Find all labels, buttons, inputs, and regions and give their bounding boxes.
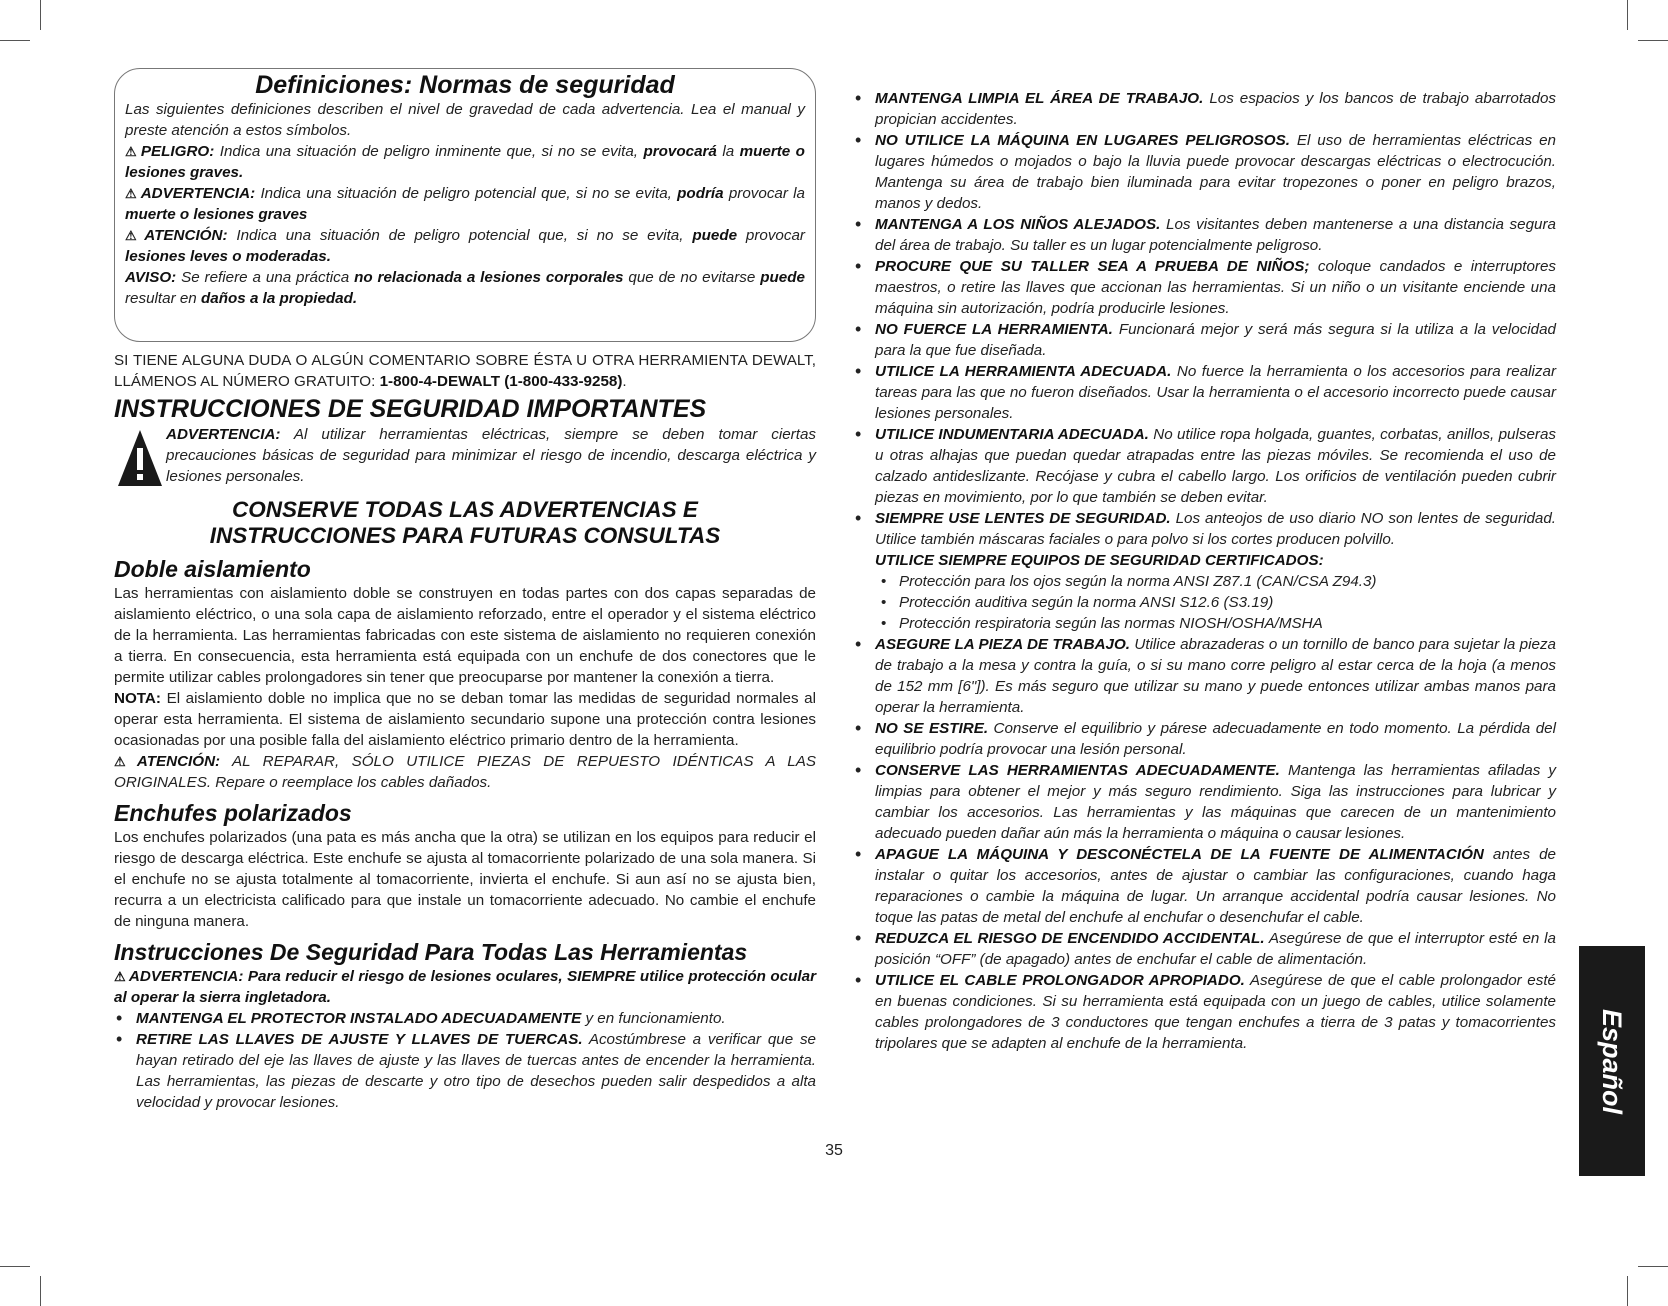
list-item: • PROCURE QUE SU TALLER SEA A PRUEBA DE NIÑOS; coloque candados e interruptores maestros, o retire las llaves que accionan las herramientas. Si un niño o un visitante enciende una máquina sin autorización, podría producirle lesiones. <box>853 256 1556 319</box>
atencion-definition: ⚠ ATENCIÓN: Indica una situación de peligro potencial que, si no se evita, puede provocar lesiones leves o moderadas. <box>125 227 805 265</box>
list-item: • Protección auditiva según la norma ANSI S12.6 (S3.19) <box>875 592 1556 613</box>
list-item: • MANTENGA LIMPIA EL ÁREA DE TRABAJO. Los espacios y los bancos de trabajo abarrotados propician accidentes. <box>853 88 1556 130</box>
crop-mark <box>1627 0 1628 30</box>
important-warning: ADVERTENCIA: Al utilizar herramientas eléctricas, siempre se deben tomar ciertas precauciones básicas de seguridad para minimizar el riesgo de incendio, descarga eléctrica y lesiones personales. <box>114 424 816 487</box>
list-item: • APAGUE LA MÁQUINA Y DESCONÉCTELA DE LA FUENTE DE ALIMENTACIÓN antes de instalar o quitar los accesorios, antes de ajustar o cambiar las configuraciones, cuando haga reparaciones o cambie la máquina de lugar. Un arranque accidental podría causar lesiones. No toque las patas de metal del enchufe al enchufar o desenchufar el cable. <box>853 844 1556 928</box>
doble-atencion: ⚠ ATENCIÓN: AL REPARAR, SÓLO UTILICE PIEZAS DE REPUESTO IDÉNTICAS A LAS ORIGINALES. Repare o reemplace los cables dañados. <box>114 753 817 791</box>
list-item: • MANTENGA EL PROTECTOR INSTALADO ADECUADAMENTE y en funcionamiento. <box>114 1008 816 1029</box>
crop-mark <box>0 40 30 41</box>
warning-triangle-icon: ⚠ <box>125 144 138 159</box>
crop-mark <box>1638 40 1668 41</box>
left-column <box>114 68 816 1113</box>
crop-mark <box>40 0 41 30</box>
list-item: • Protección respiratoria según las normas NIOSH/OSHA/MSHA <box>875 613 1556 634</box>
important-title: INSTRUCCIONES DE SEGURIDAD IMPORTANTES <box>114 395 707 423</box>
crop-mark <box>40 1276 41 1306</box>
contact-line: SI TIENE ALGUNA DUDA O ALGÚN COMENTARIO SOBRE ÉSTA U OTRA HERRAMIENTA DEWALT, LLÁMENOS AL NÚMERO GRATUITO: 1-800-4-DEWALT (1-800-433-9258). <box>114 352 816 390</box>
list-item: • CONSERVE LAS HERRAMIENTAS ADECUADAMENTE. Mantenga las herramientas afiladas y limpias para obtener el mejor y más seguro rendimiento. Siga las instrucciones para lubricar y cambiar los accesorios. Las herramientas y las máquinas que carecen de un mantenimiento adecuado pueden dañar aún más la herramienta o máquina o causar lesiones. <box>853 760 1556 844</box>
advertencia-definition: ⚠ ADVERTENCIA: Indica una situación de peligro potencial que, si no se evita, podría provocar la muerte o lesiones graves <box>125 185 805 223</box>
list-item: • ASEGURE LA PIEZA DE TRABAJO. Utilice abrazaderas o un tornillo de banco para sujetar la pieza de trabajo a la mesa y contra la guía, o si su mano corre peligro al estar cerca de la hoja (a menos de 152 mm [6"]). Es más seguro que utilizar su mano y puede entonces utilizar ambas manos para operar la herramienta. <box>853 634 1556 718</box>
conserve-heading: CONSERVE TODAS LAS ADVERTENCIAS E INSTRUCCIONES PARA FUTURAS CONSULTAS <box>209 497 721 548</box>
list-item: • UTILICE EL CABLE PROLONGADOR APROPIADO. Asegúrese de que el cable prolongador esté en buenas condiciones. Si su herramienta está equipada con un juego de cables, utilice solamente cables prolongadores de 3 conductores que tengan enchufes a tierra de 3 patas y tomacorrientes tripolares que se adapten al enchufe de la herramienta. <box>853 970 1556 1054</box>
crop-mark <box>1627 1276 1628 1306</box>
page-number: 35 <box>825 1142 843 1159</box>
todas-warning: ⚠ ADVERTENCIA: Para reducir el riesgo de lesiones oculares, SIEMPRE utilice protección ocular al operar la sierra ingletadora. <box>114 968 816 1006</box>
peligro-definition: ⚠ PELIGRO: Indica una situación de peligro inminente que, si no se evita, provocará la muerte o lesiones graves. <box>125 143 805 181</box>
list-item: • RETIRE LAS LLAVES DE AJUSTE Y LLAVES DE TUERCAS. Acostúmbrese a verificar que se hayan retirado del eje las llaves de ajuste y las llaves de tuercas antes de encender la herramienta. Las herramientas, las piezas de descarte y otro tipo de desechos pueden salir despedidos a alta velocidad y provocar lesiones. <box>114 1029 816 1113</box>
cert-list <box>875 571 1556 634</box>
language-tab <box>1579 946 1645 1176</box>
definitions-intro: Las siguientes definiciones describen el nivel de gravedad de cada advertencia. Lea el manual y preste atención a estos símbolos. <box>125 101 805 139</box>
list-item: • NO FUERCE LA HERRAMIENTA. Funcionará mejor y será más segura si la utiliza a la velocidad para la que fue diseñada. <box>853 319 1556 361</box>
definitions-title: Definiciones: Normas de seguridad <box>255 71 675 99</box>
right-column <box>853 88 1556 1054</box>
list-item: • UTILICE LA HERRAMIENTA ADECUADA. No fuerce la herramienta o los accesorios para realizar tareas para las que no fueron diseñados. Usar la herramienta o el accesorio incorrecto puede causar lesiones personales. <box>853 361 1556 424</box>
language-tab-label: Español <box>1597 1008 1628 1114</box>
list-item: • REDUZCA EL RIESGO DE ENCENDIDO ACCIDENTAL. Asegúrese de que el interruptor esté en la posición “OFF” (de apagado) antes de enchufar el cable de alimentación. <box>853 928 1556 970</box>
todas-title: Instrucciones De Seguridad Para Todas Las Herramientas <box>114 939 748 965</box>
warning-triangle-icon: ⚠ <box>125 186 138 201</box>
enchufes-paragraph: Los enchufes polarizados (una pata es más ancha que la otra) se utilizan en los equipos para reducir el riesgo de descarga eléctrica. Este enchufe se ajusta al tomacorriente polarizado de una sola manera. Si el enchufe no se ajusta totalmente al tomacorriente, invierta el enchufe. Si aun así no se ajusta bien, recurra a un electricista calificado para que instale un tomacorriente adecuado. No cambie el enchufe de ninguna manera. <box>114 829 816 930</box>
crop-mark <box>1638 1266 1668 1267</box>
warning-triangle-icon <box>116 428 164 488</box>
warning-triangle-icon: ⚠ <box>125 228 142 243</box>
enchufes-title: Enchufes polarizados <box>114 800 352 826</box>
doble-nota: NOTA: El aislamiento doble no implica que no se deban tomar las medidas de seguridad normales al operar esta herramienta. El sistema de aislamiento secundario supone una protección contra lesiones ocasionadas por una posible falla del aislamiento eléctrico primario dentro de la herramienta. <box>114 690 816 749</box>
doble-paragraph: Las herramientas con aislamiento doble se construyen en todas partes con dos capas separadas de aislamiento eléctrico, o una sola capa de aislamiento reforzado, entre el operador y el sistema eléctrico de la herramienta. Las herramientas fabricadas con este sistema de aislamiento no requieren conexión a tierra. En consecuencia, esta herramienta está equipada con un enchufe de dos conectores que le permite utilizar cables prolongadores sin tener que preocuparse por mantener la conexión a tierra. <box>114 585 816 686</box>
crop-mark <box>0 1266 30 1267</box>
aviso-definition: AVISO: Se refiere a una práctica no relacionada a lesiones corporales que de no evitarse puede resultar en daños a la propiedad. <box>125 269 805 307</box>
warning-triangle-icon: ⚠ <box>114 969 126 984</box>
doble-title: Doble aislamiento <box>114 556 311 582</box>
list-item: • SIEMPRE USE LENTES DE SEGURIDAD. Los anteojos de uso diario NO son lentes de seguridad. Utilice también máscaras faciales o para polvo si los cortes producen polvillo. UTILICE SIEMPRE EQUIPOS DE SEGURIDAD CERTIFICADOS: • Protección para los ojos según la norma ANSI Z87.1 (CAN/CSA Z94.3) • Protección auditiva según la norma ANSI S12.6 (S3.19) • Protección respiratoria según las normas NIOSH/OSHA/MSHA <box>853 508 1556 634</box>
list-item: • MANTENGA A LOS NIÑOS ALEJADOS. Los visitantes deben mantenerse a una distancia segura del área de trabajo. Su taller es un lugar potencialmente peligroso. <box>853 214 1556 256</box>
todas-list <box>114 1008 816 1113</box>
safety-list <box>853 88 1556 1054</box>
list-item: • UTILICE INDUMENTARIA ADECUADA. No utilice ropa holgada, guantes, corbatas, anillos, pulseras u otras alhajas que puedan quedar atrapadas entre las piezas móviles. Se recomienda el uso de calzado antideslizante. Recójase y cubra el cabello largo. Los orificios de ventilación pueden cubrir piezas en movimiento, por lo que también se deben evitar. <box>853 424 1556 508</box>
list-item: • NO UTILICE LA MÁQUINA EN LUGARES PELIGROSOS. El uso de herramientas eléctricas en lugares húmedos o mojados o bajo la lluvia puede provocar descargas eléctricas o electrocución. Mantenga su área de trabajo bien iluminada para evitar tropezones o poner en peligro brazos, manos y dedos. <box>853 130 1556 214</box>
phone-number: 1-800-4-DEWALT (1-800-433-9258) <box>379 373 623 390</box>
list-item: • NO SE ESTIRE. Conserve el equilibrio y párese adecuadamente en todo momento. La pérdida del equilibrio podría provocar una lesión personal. <box>853 718 1556 760</box>
definitions-box <box>114 68 816 342</box>
list-item: • Protección para los ojos según la norma ANSI Z87.1 (CAN/CSA Z94.3) <box>875 571 1556 592</box>
warning-triangle-icon: ⚠ <box>114 754 134 769</box>
cert-title: UTILICE SIEMPRE EQUIPOS DE SEGURIDAD CERTIFICADOS: <box>875 552 1324 569</box>
